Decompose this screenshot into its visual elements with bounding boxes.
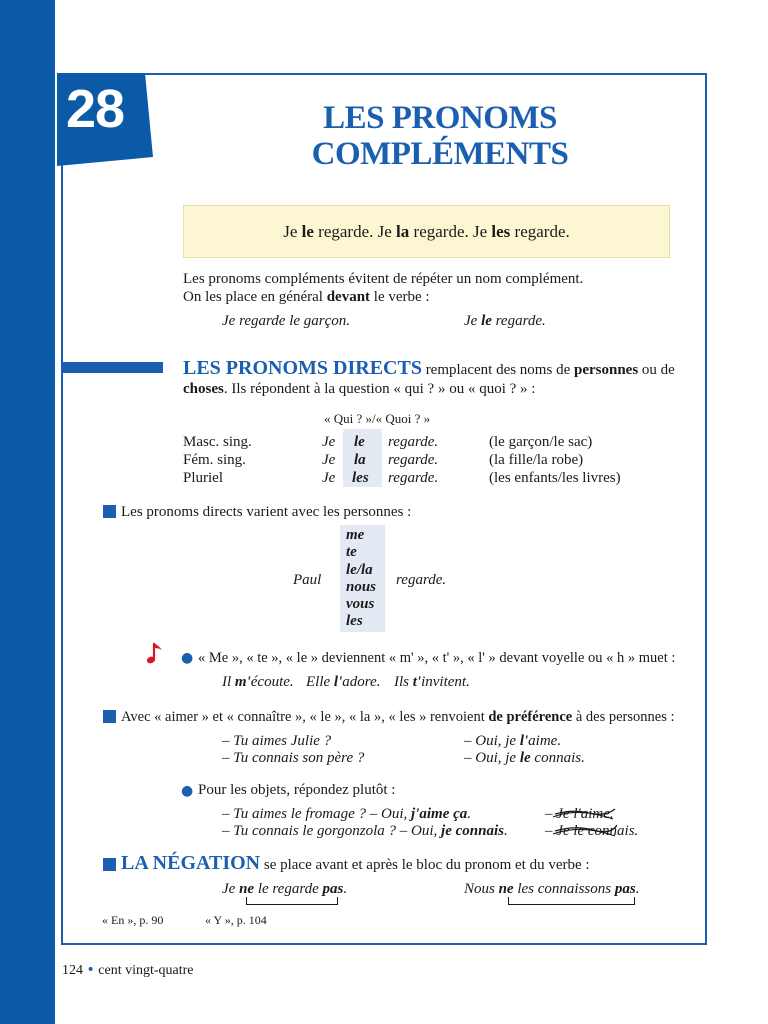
ref-en: « En », p. 90 [102,913,164,927]
side-band [0,0,55,1024]
elision-text: « Me », « te », « le » deviennent « m' », « t' », « l' » devant voyelle ou « h » muet : [198,650,676,666]
negation-heading: LA NÉGATION [121,852,261,874]
bullet-square [103,710,116,723]
row-note: (le garçon/le sac) [489,434,593,450]
row-verb: regarde. [388,452,439,468]
pronoun-item: me [346,527,365,543]
example-text: Je le regarde. Je la regarde. Je les regarde. [283,221,570,241]
row-je: Je [322,452,336,468]
bullet-square [103,505,116,518]
pronoun-item: le/la [346,561,373,578]
objets-line-1: – Tu aimes le fromage ? – Oui, j'aime ça. [222,806,472,822]
row-je: Je [322,434,336,450]
directs-intro-2: choses. Ils répondent à la question « qui ? » ou « quoi ? » : [183,381,536,397]
pronoun-item: vous [346,596,375,613]
aimer-text: Avec « aimer » et « connaître », « le », « la », « les » renvoient de préférence à des personnes : [121,709,675,725]
section-bar-directs [61,362,163,373]
page-number: 124 [62,963,83,978]
row-label: Fém. sing. [183,452,246,468]
elision-example-1: Il m'écoute. [222,674,294,690]
negation-bracket-2 [508,897,635,905]
page-footer [62,962,194,979]
directs-intro: LES PRONOMS DIRECTS remplacent des noms de personnes ou de [183,357,675,379]
varient-text: Les pronoms directs varient avec les personnes : [121,504,412,520]
row-je: Je [322,470,336,486]
pronoun-list [346,527,376,631]
footer-dot: • [86,962,95,978]
row-verb: regarde. [388,434,439,450]
directs-question: « Qui ? »/« Quoi ? » [324,411,431,426]
negation-bracket-1 [246,897,338,905]
row-pronoun: la [354,452,366,468]
objets-wrong-1: – Je l'aime. [545,806,614,822]
page-title [240,100,640,172]
negation-intro: LA NÉGATION se place avant et après le bloc du pronom et du verbe : [121,852,590,874]
intro-example-left: Je regarde le garçon. [222,313,351,329]
aimer-question-1: – Tu aimes Julie ? [222,733,332,749]
varient-verb: regarde. [396,572,447,588]
bullet-dot: ● [181,783,194,799]
negation-example-1: Je ne le regarde pas. [222,881,348,897]
varient-subject: Paul [293,572,322,588]
aimer-question-2: – Tu connais son père ? [222,750,365,766]
intro-line-2: On les place en général devant le verbe : [183,289,430,305]
objets-text: Pour les objets, répondez plutôt : [198,782,396,798]
row-verb: regarde. [388,470,439,486]
strikethrough-marks [553,803,617,841]
row-label: Pluriel [183,470,223,486]
pronoun-item: nous [346,578,377,595]
directs-heading: LES PRONOMS DIRECTS [183,357,422,379]
objets-line-2: – Tu connais le gorgonzola ? – Oui, je connais. [222,823,508,839]
page-number-words: cent vingt-quatre [98,963,194,978]
negation-example-2: Nous ne les connaissons pas. [464,881,640,897]
intro-line-1: Les pronoms compléments évitent de répéter un nom complément. [183,271,584,287]
pronoun-item: les [346,613,363,630]
row-note: (la fille/la robe) [489,452,584,468]
ref-y: « Y », p. 104 [205,913,267,927]
title-line-2: COMPLÉMENTS [311,136,569,172]
row-pronoun: les [352,470,369,486]
aimer-answer-1: – Oui, je l'aime. [464,733,562,749]
bullet-square [103,858,116,871]
elision-example-2: Elle l'adore. [306,674,381,690]
music-note-icon [146,641,166,667]
objets-wrong-2: – Je le connais. [545,823,639,839]
bullet-dot: ● [181,650,194,666]
row-pronoun: le [354,434,365,450]
intro-example-right: Je le regarde. [464,313,546,329]
example-box [183,205,670,258]
aimer-answer-2: – Oui, je le connais. [464,750,585,766]
elision-example-3: Ils t'invitent. [394,674,470,690]
row-note: (les enfants/les livres) [489,470,621,486]
title-line-1: LES PRONOMS [323,100,557,136]
pronoun-item: te [346,544,357,561]
chapter-number: 28 [66,79,125,139]
row-label: Masc. sing. [183,434,252,450]
